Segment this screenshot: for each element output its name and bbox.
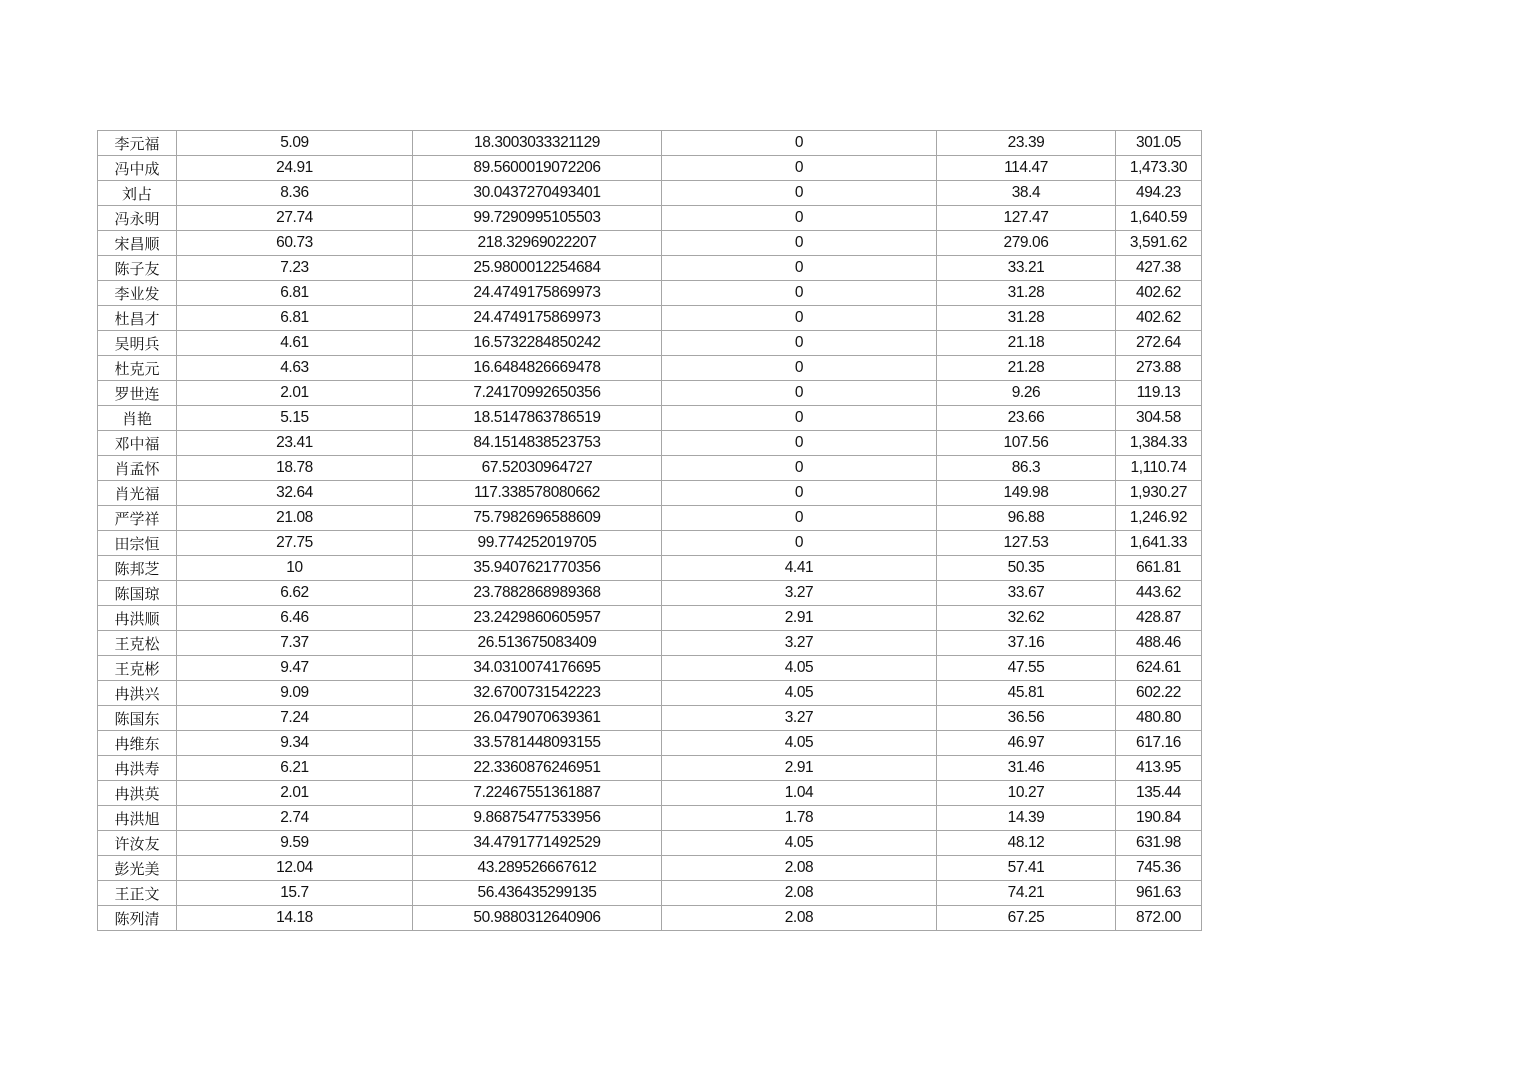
total-cell: 1,640.59 [1116, 206, 1202, 231]
total-cell: 428.87 [1116, 606, 1202, 631]
value-cell-1: 4.63 [177, 356, 413, 381]
name-cell: 冉洪旭 [98, 806, 177, 831]
table-row [98, 181, 1202, 206]
value-cell-4: 86.3 [937, 456, 1116, 481]
value-cell-1: 15.7 [177, 881, 413, 906]
value-cell-2: 117.338578080662 [413, 481, 662, 506]
value-cell-1: 6.81 [177, 306, 413, 331]
value-cell-2: 84.1514838523753 [413, 431, 662, 456]
value-cell-1: 9.34 [177, 731, 413, 756]
name-cell: 陈国琼 [98, 581, 177, 606]
value-cell-3: 0 [662, 531, 937, 556]
value-cell-3: 0 [662, 256, 937, 281]
value-cell-4: 32.62 [937, 606, 1116, 631]
value-cell-4: 23.66 [937, 406, 1116, 431]
table-row [98, 356, 1202, 381]
value-cell-3: 0 [662, 181, 937, 206]
value-cell-3: 1.78 [662, 806, 937, 831]
total-cell: 1,930.27 [1116, 481, 1202, 506]
value-cell-3: 2.08 [662, 881, 937, 906]
value-cell-1: 6.21 [177, 756, 413, 781]
table-row [98, 156, 1202, 181]
value-cell-1: 9.09 [177, 681, 413, 706]
table-row [98, 606, 1202, 631]
table-row [98, 506, 1202, 531]
value-cell-2: 18.3003033321129 [413, 131, 662, 156]
value-cell-1: 27.75 [177, 531, 413, 556]
value-cell-3: 4.05 [662, 681, 937, 706]
value-cell-4: 9.26 [937, 381, 1116, 406]
value-cell-3: 3.27 [662, 581, 937, 606]
value-cell-1: 7.37 [177, 631, 413, 656]
value-cell-3: 2.08 [662, 906, 937, 931]
value-cell-2: 26.0479070639361 [413, 706, 662, 731]
name-cell: 冯中成 [98, 156, 177, 181]
value-cell-4: 127.53 [937, 531, 1116, 556]
value-cell-2: 34.4791771492529 [413, 831, 662, 856]
value-cell-3: 0 [662, 231, 937, 256]
value-cell-2: 218.32969022207 [413, 231, 662, 256]
table-row [98, 331, 1202, 356]
value-cell-3: 0 [662, 506, 937, 531]
table-row [98, 781, 1202, 806]
value-cell-2: 18.5147863786519 [413, 406, 662, 431]
name-cell: 杜克元 [98, 356, 177, 381]
value-cell-4: 23.39 [937, 131, 1116, 156]
name-cell: 刘占 [98, 181, 177, 206]
value-cell-4: 48.12 [937, 831, 1116, 856]
value-cell-3: 3.27 [662, 706, 937, 731]
value-cell-3: 0 [662, 281, 937, 306]
value-cell-4: 114.47 [937, 156, 1116, 181]
value-cell-4: 31.46 [937, 756, 1116, 781]
name-cell: 王克松 [98, 631, 177, 656]
total-cell: 631.98 [1116, 831, 1202, 856]
total-cell: 1,384.33 [1116, 431, 1202, 456]
value-cell-2: 75.7982696588609 [413, 506, 662, 531]
table-row [98, 406, 1202, 431]
table-row [98, 206, 1202, 231]
value-cell-2: 7.22467551361887 [413, 781, 662, 806]
value-cell-2: 32.6700731542223 [413, 681, 662, 706]
total-cell: 402.62 [1116, 306, 1202, 331]
value-cell-2: 23.2429860605957 [413, 606, 662, 631]
value-cell-4: 50.35 [937, 556, 1116, 581]
value-cell-3: 0 [662, 456, 937, 481]
total-cell: 488.46 [1116, 631, 1202, 656]
name-cell: 李业发 [98, 281, 177, 306]
table-row [98, 531, 1202, 556]
value-cell-1: 2.74 [177, 806, 413, 831]
table-row [98, 706, 1202, 731]
value-cell-4: 31.28 [937, 281, 1116, 306]
table-row [98, 906, 1202, 931]
value-cell-4: 149.98 [937, 481, 1116, 506]
table-row [98, 481, 1202, 506]
value-cell-4: 33.21 [937, 256, 1116, 281]
name-cell: 冉洪寿 [98, 756, 177, 781]
value-cell-3: 2.08 [662, 856, 937, 881]
value-cell-2: 99.774252019705 [413, 531, 662, 556]
value-cell-2: 33.5781448093155 [413, 731, 662, 756]
value-cell-4: 14.39 [937, 806, 1116, 831]
value-cell-1: 5.09 [177, 131, 413, 156]
value-cell-1: 12.04 [177, 856, 413, 881]
total-cell: 624.61 [1116, 656, 1202, 681]
name-cell: 许汝友 [98, 831, 177, 856]
value-cell-2: 23.7882868989368 [413, 581, 662, 606]
name-cell: 冯永明 [98, 206, 177, 231]
name-cell: 肖孟怀 [98, 456, 177, 481]
value-cell-2: 25.9800012254684 [413, 256, 662, 281]
name-cell: 李元福 [98, 131, 177, 156]
value-cell-4: 36.56 [937, 706, 1116, 731]
value-cell-3: 4.05 [662, 731, 937, 756]
value-cell-2: 89.5600019072206 [413, 156, 662, 181]
value-cell-4: 10.27 [937, 781, 1116, 806]
value-cell-4: 74.21 [937, 881, 1116, 906]
table-row [98, 381, 1202, 406]
value-cell-2: 24.4749175869973 [413, 281, 662, 306]
name-cell: 宋昌顺 [98, 231, 177, 256]
table-row [98, 806, 1202, 831]
value-cell-2: 35.9407621770356 [413, 556, 662, 581]
name-cell: 严学祥 [98, 506, 177, 531]
table-row [98, 756, 1202, 781]
value-cell-1: 6.81 [177, 281, 413, 306]
table-row [98, 856, 1202, 881]
value-cell-2: 24.4749175869973 [413, 306, 662, 331]
total-cell: 304.58 [1116, 406, 1202, 431]
name-cell: 肖光福 [98, 481, 177, 506]
name-cell: 罗世连 [98, 381, 177, 406]
total-cell: 494.23 [1116, 181, 1202, 206]
table-row [98, 556, 1202, 581]
table-row [98, 681, 1202, 706]
value-cell-2: 50.9880312640906 [413, 906, 662, 931]
total-cell: 480.80 [1116, 706, 1202, 731]
value-cell-2: 56.436435299135 [413, 881, 662, 906]
table-row [98, 456, 1202, 481]
total-cell: 443.62 [1116, 581, 1202, 606]
value-cell-1: 9.47 [177, 656, 413, 681]
value-cell-3: 0 [662, 306, 937, 331]
value-cell-2: 16.6484826669478 [413, 356, 662, 381]
value-cell-3: 0 [662, 206, 937, 231]
table-row [98, 231, 1202, 256]
value-cell-1: 27.74 [177, 206, 413, 231]
value-cell-1: 23.41 [177, 431, 413, 456]
value-cell-1: 18.78 [177, 456, 413, 481]
name-cell: 冉维东 [98, 731, 177, 756]
value-cell-1: 60.73 [177, 231, 413, 256]
value-cell-4: 96.88 [937, 506, 1116, 531]
value-cell-4: 21.18 [937, 331, 1116, 356]
name-cell: 冉洪顺 [98, 606, 177, 631]
value-cell-1: 9.59 [177, 831, 413, 856]
value-cell-1: 10 [177, 556, 413, 581]
name-cell: 田宗恒 [98, 531, 177, 556]
value-cell-2: 26.513675083409 [413, 631, 662, 656]
value-cell-4: 47.55 [937, 656, 1116, 681]
total-cell: 961.63 [1116, 881, 1202, 906]
value-cell-1: 5.15 [177, 406, 413, 431]
name-cell: 陈邦芝 [98, 556, 177, 581]
value-cell-2: 22.3360876246951 [413, 756, 662, 781]
value-cell-2: 34.0310074176695 [413, 656, 662, 681]
value-cell-2: 99.7290995105503 [413, 206, 662, 231]
name-cell: 王正文 [98, 881, 177, 906]
value-cell-3: 4.05 [662, 831, 937, 856]
table-row [98, 431, 1202, 456]
value-cell-4: 279.06 [937, 231, 1116, 256]
name-cell: 杜昌才 [98, 306, 177, 331]
value-cell-3: 2.91 [662, 606, 937, 631]
name-cell: 肖艳 [98, 406, 177, 431]
total-cell: 872.00 [1116, 906, 1202, 931]
value-cell-4: 107.56 [937, 431, 1116, 456]
data-table [97, 130, 1202, 931]
total-cell: 413.95 [1116, 756, 1202, 781]
value-cell-2: 67.52030964727 [413, 456, 662, 481]
value-cell-2: 43.289526667612 [413, 856, 662, 881]
name-cell: 冉洪英 [98, 781, 177, 806]
value-cell-4: 127.47 [937, 206, 1116, 231]
value-cell-3: 0 [662, 406, 937, 431]
name-cell: 吴明兵 [98, 331, 177, 356]
value-cell-3: 0 [662, 431, 937, 456]
table-row [98, 831, 1202, 856]
total-cell: 745.36 [1116, 856, 1202, 881]
value-cell-1: 6.62 [177, 581, 413, 606]
total-cell: 1,246.92 [1116, 506, 1202, 531]
table-row [98, 131, 1202, 156]
value-cell-4: 38.4 [937, 181, 1116, 206]
value-cell-1: 4.61 [177, 331, 413, 356]
value-cell-1: 8.36 [177, 181, 413, 206]
value-cell-3: 0 [662, 381, 937, 406]
total-cell: 427.38 [1116, 256, 1202, 281]
total-cell: 402.62 [1116, 281, 1202, 306]
table-row [98, 656, 1202, 681]
value-cell-2: 7.24170992650356 [413, 381, 662, 406]
total-cell: 190.84 [1116, 806, 1202, 831]
value-cell-3: 4.41 [662, 556, 937, 581]
name-cell: 冉洪兴 [98, 681, 177, 706]
value-cell-2: 9.86875477533956 [413, 806, 662, 831]
value-cell-3: 1.04 [662, 781, 937, 806]
value-cell-1: 24.91 [177, 156, 413, 181]
total-cell: 135.44 [1116, 781, 1202, 806]
table-row [98, 631, 1202, 656]
value-cell-4: 37.16 [937, 631, 1116, 656]
value-cell-4: 33.67 [937, 581, 1116, 606]
value-cell-3: 0 [662, 331, 937, 356]
name-cell: 陈列清 [98, 906, 177, 931]
total-cell: 1,641.33 [1116, 531, 1202, 556]
value-cell-3: 0 [662, 131, 937, 156]
value-cell-1: 2.01 [177, 781, 413, 806]
value-cell-3: 2.91 [662, 756, 937, 781]
total-cell: 301.05 [1116, 131, 1202, 156]
value-cell-1: 14.18 [177, 906, 413, 931]
value-cell-3: 4.05 [662, 656, 937, 681]
value-cell-1: 2.01 [177, 381, 413, 406]
value-cell-1: 21.08 [177, 506, 413, 531]
value-cell-1: 7.23 [177, 256, 413, 281]
table-row [98, 281, 1202, 306]
total-cell: 3,591.62 [1116, 231, 1202, 256]
total-cell: 119.13 [1116, 381, 1202, 406]
total-cell: 273.88 [1116, 356, 1202, 381]
total-cell: 272.64 [1116, 331, 1202, 356]
value-cell-4: 46.97 [937, 731, 1116, 756]
total-cell: 617.16 [1116, 731, 1202, 756]
value-cell-3: 0 [662, 156, 937, 181]
value-cell-4: 67.25 [937, 906, 1116, 931]
name-cell: 陈子友 [98, 256, 177, 281]
table-row [98, 256, 1202, 281]
value-cell-1: 32.64 [177, 481, 413, 506]
table-row [98, 306, 1202, 331]
value-cell-3: 3.27 [662, 631, 937, 656]
name-cell: 王克彬 [98, 656, 177, 681]
table-row [98, 581, 1202, 606]
value-cell-2: 16.5732284850242 [413, 331, 662, 356]
value-cell-4: 31.28 [937, 306, 1116, 331]
table-body [98, 131, 1202, 931]
name-cell: 彭光美 [98, 856, 177, 881]
total-cell: 602.22 [1116, 681, 1202, 706]
value-cell-4: 45.81 [937, 681, 1116, 706]
name-cell: 邓中福 [98, 431, 177, 456]
table-row [98, 731, 1202, 756]
value-cell-3: 0 [662, 481, 937, 506]
value-cell-4: 21.28 [937, 356, 1116, 381]
value-cell-3: 0 [662, 356, 937, 381]
table-row [98, 881, 1202, 906]
total-cell: 1,473.30 [1116, 156, 1202, 181]
name-cell: 陈国东 [98, 706, 177, 731]
value-cell-4: 57.41 [937, 856, 1116, 881]
value-cell-1: 7.24 [177, 706, 413, 731]
value-cell-2: 30.0437270493401 [413, 181, 662, 206]
total-cell: 661.81 [1116, 556, 1202, 581]
value-cell-1: 6.46 [177, 606, 413, 631]
total-cell: 1,110.74 [1116, 456, 1202, 481]
